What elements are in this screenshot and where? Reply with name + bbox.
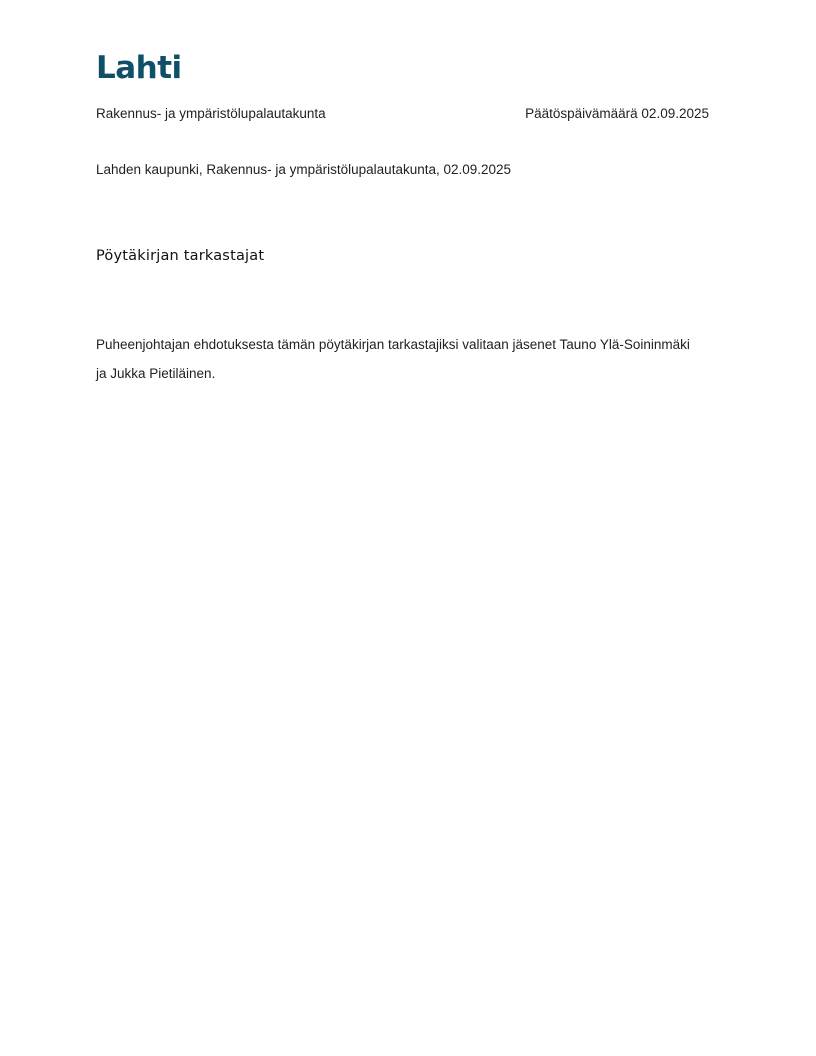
organization-name: Rakennus- ja ympäristölupalautakunta — [96, 106, 326, 121]
decision-date: Päätöspäivämäärä 02.09.2025 — [525, 106, 709, 121]
lahti-logo — [96, 48, 188, 82]
section-body: Puheenjohtajan ehdotuksesta tämän pöytäkirjan tarkastajiksi valitaan jäsenet Tauno Ylä-Soininmäki ja Jukka Pietiläinen. — [96, 337, 690, 381]
document-subheader: Lahden kaupunki, Rakennus- ja ympäristölupalautakunta, 02.09.2025 — [96, 162, 512, 177]
lahti-logo-wordmark: Lahti — [96, 50, 182, 82]
section-title: Pöytäkirjan tarkastajat — [96, 248, 265, 264]
